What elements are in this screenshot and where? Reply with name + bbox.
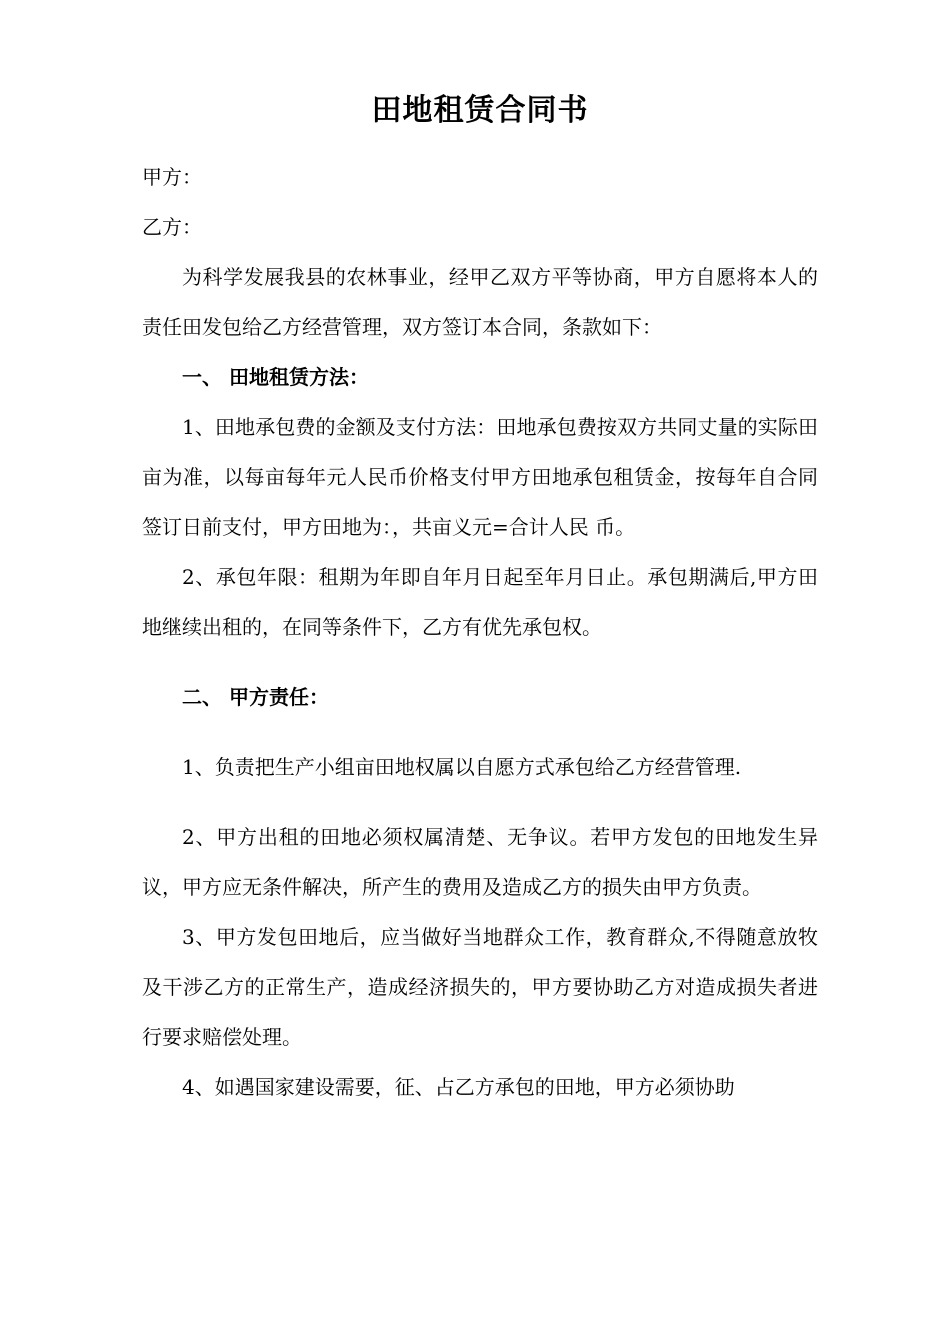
document-body [142, 88, 818, 1112]
section2-item3: 3、甲方发包田地后，应当做好当地群众工作，教育群众,不得随意放牧及干涉乙方的正常生产，造成经济损失的，甲方要协助乙方对造成损失者进行要求赔偿处理。 [142, 925, 818, 1049]
section2-heading: 二、 甲方责任： [182, 685, 329, 709]
section2-item4: 4、如遇国家建设需要，征、占乙方承包的田地，甲方必须协助 [182, 1075, 735, 1099]
section1-item2: 2、承包年限：租期为年即自年月日起至年月日止。承包期满后,甲方田地继续出租的，在同等条件下，乙方有优先承包权。 [142, 565, 818, 639]
party-b-label: 乙方： [142, 215, 202, 239]
section2-item2: 2、甲方出租的田地必须权属清楚、无争议。若甲方发包的田地发生异议，甲方应无条件解决，所产生的费用及造成乙方的损失由甲方负责。 [142, 825, 818, 899]
section2-item1: 1、负责把生产小组亩田地权属以自愿方式承包给乙方经营管理. [182, 755, 742, 779]
section1-heading: 一、 田地租赁方法： [182, 365, 369, 389]
party-a-label: 甲方： [142, 165, 202, 189]
document-title: 田地租赁合同书 [371, 93, 589, 128]
intro-paragraph: 为科学发展我县的农林事业，经甲乙双方平等协商，甲方自愿将本人的责任田发包给乙方经营管理，双方签订本合同，条款如下： [142, 265, 818, 339]
section1-item1: 1、田地承包费的金额及支付方法：田地承包费按双方共同丈量的实际田亩为准，以每亩每年元人民币价格支付甲方田地承包租赁金，按每年自合同签订日前支付，甲方田地为：，共亩义元=合计人民 币。 [142, 415, 818, 539]
